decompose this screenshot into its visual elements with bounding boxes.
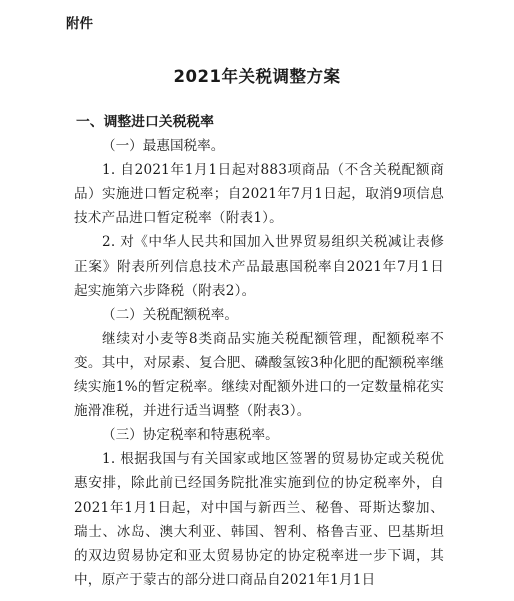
document-body	[74, 110, 444, 592]
attachment-label: 附件	[66, 16, 93, 32]
paragraph-agreement-1: 1. 根据我国与有关国家或地区签署的贸易协定或关税优惠安排，除此前已经国务院批准实施到位的协定税率外，自2021年1月1日起，对中国与新西兰、秘鲁、哥斯达黎加、瑞士、冰岛、澳大利亚、韩国、智利、格鲁吉亚、巴基斯坦的双边贸易协定和亚太贸易协定的协定税率进一步下调，其中，原产于蒙古的部分进口商品自2021年1月1日	[74, 451, 444, 588]
document-title: 2021年关税调整方案	[173, 67, 341, 86]
subsection-heading-mfn: （一）最惠国税率。	[102, 138, 225, 155]
section-heading-1: 一、调整进口关税税率	[76, 114, 214, 130]
paragraph-mfn-1: 1. 自2021年1月1日起对883项商品（不含关税配额商品）实施进口暂定税率；自2021年7月1日起，取消9项信息技术产品进口暂定税率（附表1）。	[74, 162, 444, 227]
subsection-heading-agreement: （三）协定税率和特惠税率。	[102, 427, 279, 444]
paragraph-mfn-2: 2. 对《中华人民共和国加入世界贸易组织关税减让表修正案》附表所列信息技术产品最惠国税率自2021年7月1日起实施第六步降税（附表2）。	[74, 234, 444, 299]
subsection-heading-quota: （二）关税配额税率。	[102, 306, 238, 323]
paragraph-quota: 继续对小麦等8类商品实施关税配额管理，配额税率不变。其中，对尿素、复合肥、磷酸氢铵3种化肥的配额税率继续实施1%的暂定税率。继续对配额外进口的一定数量棉花实施滑准税，并进行适当调整（附表3）。	[74, 330, 444, 420]
